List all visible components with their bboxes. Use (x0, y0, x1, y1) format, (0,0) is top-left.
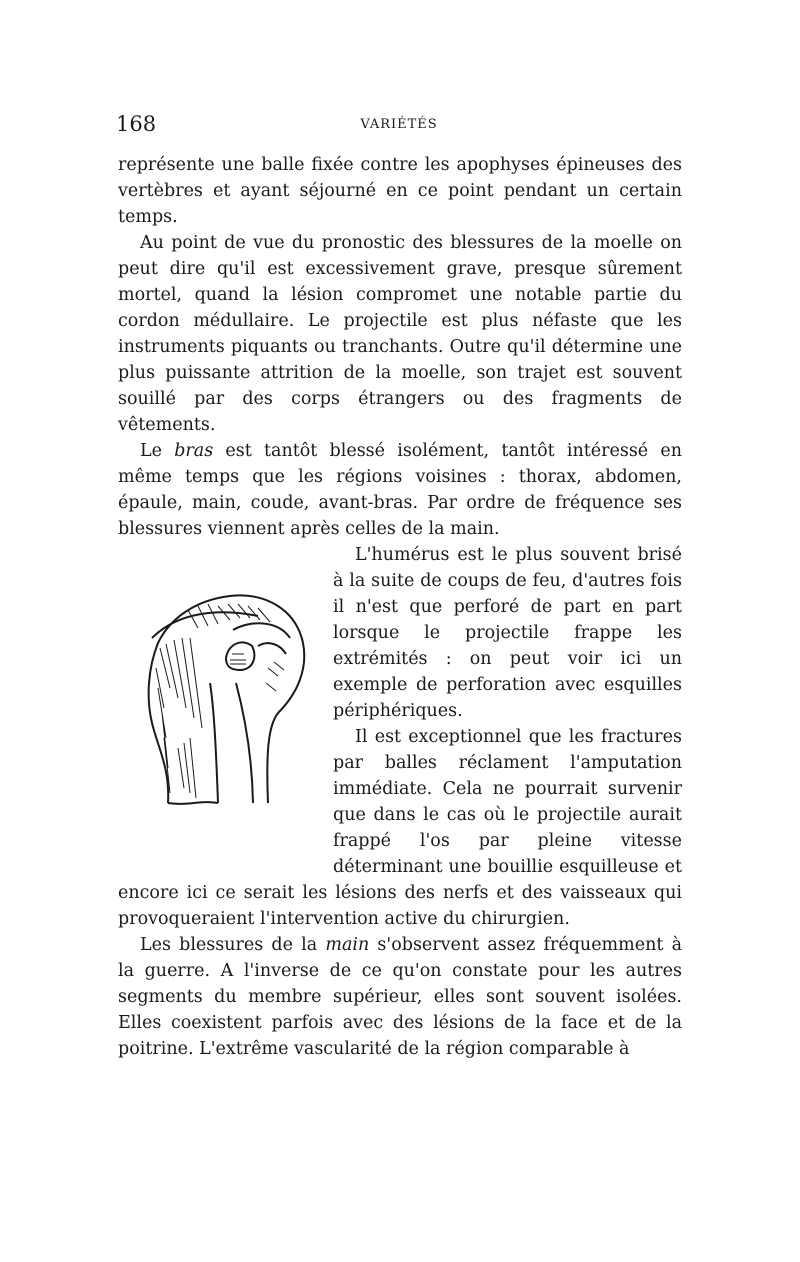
paragraph (118, 438, 682, 542)
text-run: s'observent assez fréquemment à la guerre. A l'inverse de ce qu'on constate pour les autres segments du membre supérieur, elles sont souvent isolées. Elles coexistent parfois avec des lésions de la face et de la poitrine. L'extrême vascularité de la région comparable à (118, 935, 683, 1059)
page-header (116, 112, 682, 142)
text-run: est tantôt blessé isolément, tantôt intéressé en même temps que les régions voisines : thorax, abdomen, épaule, main, coude, avant-bras. Par ordre de fréquence ses blessures viennent après celles de la main. (118, 441, 683, 539)
text-run: Le (140, 441, 175, 461)
humerus-illustration (118, 548, 323, 858)
body-text (118, 152, 682, 1062)
paragraph: Il est exceptionnel que les fractures par balles réclament l'amputation immédiate. Cela ne pourrait survenir que dans le cas où le projectile aurait frappé l'os par pleine vitesse déterminant une bouillie esquilleuse et encore ici ce serait les lésions des nerfs et des vaisseaux qui provoqueraient l'intervention active du chirurgien. (118, 727, 682, 929)
paragraph: représente une balle fixée contre les apophyses épineuses des vertèbres et ayant séjourné en ce point pendant un certain temps. (118, 155, 682, 227)
italic-term: bras (174, 441, 214, 461)
running-head: VARIÉTÉS (360, 117, 438, 132)
paragraph (118, 932, 682, 1062)
page-number: 168 (116, 112, 157, 136)
italic-term: main (325, 935, 370, 955)
paragraph: Au point de vue du pronostic des blessures de la moelle on peut dire qu'il est excessivement grave, presque sûrement mortel, quand la lésion compromet une notable partie du cordon médullaire. Le projectile est plus néfaste que les instruments piquants ou tranchants. Outre qu'il détermine une plus puissante attrition de la moelle, son trajet est souvent souillé par des corps étrangers ou des fragments de vêtements. (118, 233, 682, 435)
text-run: Les blessures de la (140, 935, 326, 955)
paragraph: L'humérus est le plus souvent brisé à la suite de coups de feu, d'autres fois il n'est que perforé de part en part lorsque le projectile frappe les extrémités : on peut voir ici un exemple de perforation avec esquilles périphériques. (333, 545, 682, 721)
humerus-engraving (118, 548, 323, 848)
